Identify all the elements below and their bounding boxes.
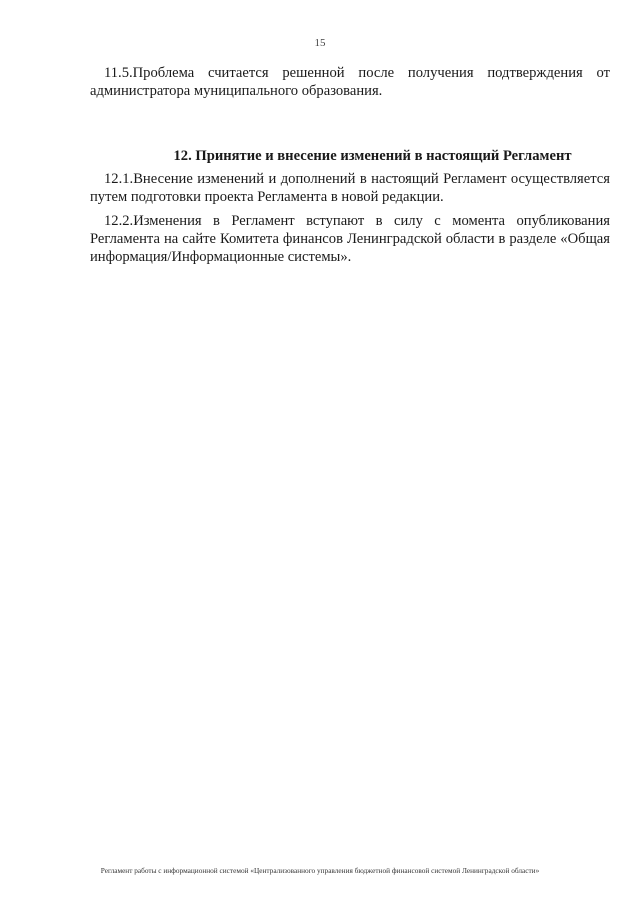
- paragraph-12-1-line-1: 12.1.Внесение изменений и дополнений в настоящий Регламент осуществляется: [104, 171, 610, 187]
- paragraph-12-2-line-2: Регламента на сайте Комитета финансов Ленинградской области в разделе «Общая: [90, 231, 610, 247]
- page-number: 15: [314, 37, 326, 49]
- page-footer: Регламент работы с информационной системой «Централизованного управления бюджетной финансовой системой Ленинградской области»: [100, 866, 540, 875]
- section-12-heading: 12. Принятие и внесение изменений в настоящий Регламент: [173, 148, 572, 164]
- paragraph-12-1-line-2: путем подготовки проекта Регламента в новой редакции.: [90, 189, 444, 205]
- paragraph-12-2-line-3: информация/Информационные системы».: [90, 249, 352, 265]
- paragraph-11-5-line-1: 11.5.Проблема считается решенной после получения подтверждения от: [104, 65, 610, 81]
- paragraph-12-2-line-1: 12.2.Изменения в Регламент вступают в силу с момента опубликования: [104, 213, 610, 229]
- paragraph-11-5-line-2: администратора муниципального образования.: [90, 83, 383, 99]
